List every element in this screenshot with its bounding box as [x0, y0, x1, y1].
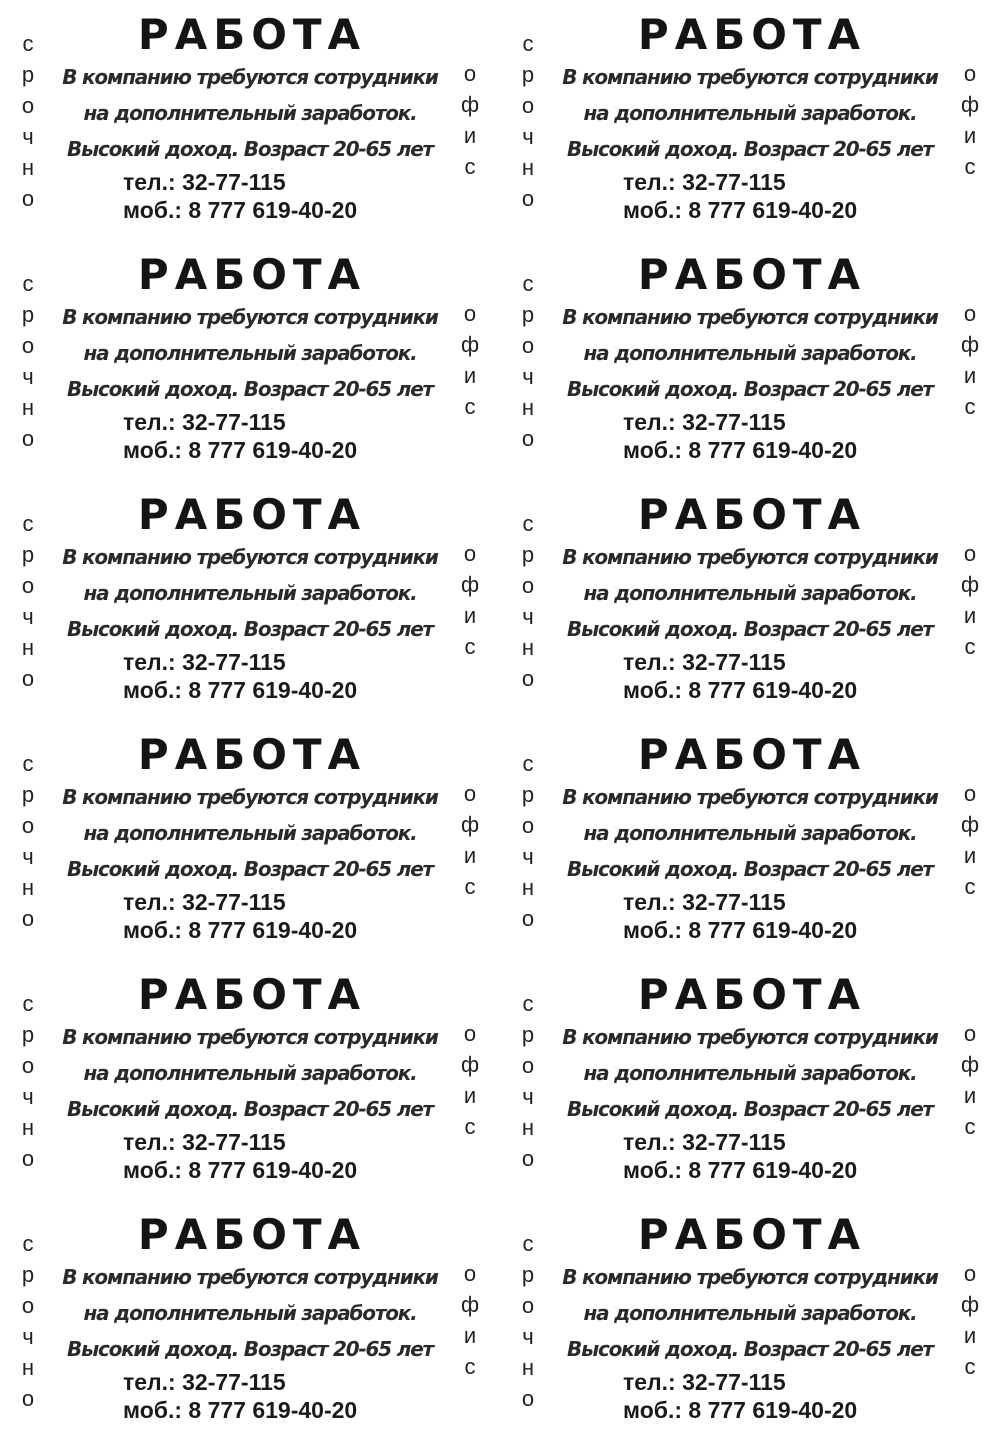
- vertical-letter: р: [521, 782, 535, 807]
- flyer-title: РАБОТА: [137, 1210, 367, 1259]
- vertical-letter: о: [463, 541, 477, 566]
- flyer-line-3: Высокий доход. Возраст 20-65 лет: [67, 1097, 433, 1121]
- vertical-letter: ф: [460, 332, 480, 357]
- vertical-letter: с: [464, 874, 476, 899]
- vertical-letter: н: [21, 1115, 35, 1140]
- vertical-letter: и: [463, 843, 477, 868]
- vertical-word-office: [456, 298, 484, 422]
- vertical-letter: н: [521, 395, 535, 420]
- vertical-letter: о: [521, 573, 535, 598]
- flyer-phone: тел.: 32-77-115: [623, 1129, 786, 1155]
- vertical-letter: с: [964, 1354, 976, 1379]
- vertical-word-office: [956, 778, 984, 902]
- vertical-word-office: [456, 778, 484, 902]
- vertical-letter: р: [21, 542, 35, 567]
- vertical-letter: с: [464, 394, 476, 419]
- flyer-card: [0, 960, 500, 1200]
- vertical-letter: н: [521, 1115, 535, 1140]
- flyer-line-2: на дополнительный заработок.: [583, 101, 917, 125]
- vertical-letter: р: [521, 1022, 535, 1047]
- vertical-word-office: [956, 1258, 984, 1382]
- vertical-letter: ч: [522, 1084, 534, 1109]
- vertical-letter: ф: [960, 1052, 980, 1077]
- vertical-letter: ф: [960, 812, 980, 837]
- flyer-mobile: моб.: 8 777 619-40-20: [123, 197, 358, 223]
- flyer-line-2: на дополнительный заработок.: [83, 101, 417, 125]
- vertical-letter: р: [21, 302, 35, 327]
- vertical-letter: и: [963, 363, 977, 388]
- vertical-letter: р: [21, 782, 35, 807]
- vertical-letter: о: [463, 301, 477, 326]
- vertical-letter: и: [463, 363, 477, 388]
- vertical-letter: о: [963, 781, 977, 806]
- flyer-line-2: на дополнительный заработок.: [83, 821, 417, 845]
- vertical-letter: и: [963, 123, 977, 148]
- vertical-letter: о: [521, 333, 535, 358]
- vertical-letter: с: [22, 31, 34, 56]
- vertical-letter: о: [463, 1021, 477, 1046]
- vertical-letter: о: [521, 1053, 535, 1078]
- vertical-letter: о: [21, 1146, 35, 1171]
- vertical-letter: ф: [960, 572, 980, 597]
- flyer-title: РАБОТА: [137, 730, 367, 779]
- vertical-letter: н: [521, 155, 535, 180]
- flyer-mobile: моб.: 8 777 619-40-20: [623, 677, 858, 703]
- vertical-letter: ч: [22, 364, 34, 389]
- flyer-title: РАБОТА: [137, 10, 367, 59]
- flyer-line-2: на дополнительный заработок.: [583, 581, 917, 605]
- vertical-letter: о: [463, 781, 477, 806]
- flyer-title: РАБОТА: [637, 970, 867, 1019]
- vertical-letter: с: [22, 751, 34, 776]
- vertical-letter: ч: [522, 844, 534, 869]
- vertical-letter: о: [21, 906, 35, 931]
- flyer-line-1: В компанию требуются сотрудники: [62, 785, 438, 809]
- flyer-card: [0, 240, 500, 480]
- vertical-letter: н: [21, 395, 35, 420]
- flyer-card: [500, 240, 1000, 480]
- flyer-phone: тел.: 32-77-115: [123, 649, 286, 675]
- vertical-letter: о: [21, 573, 35, 598]
- vertical-letter: р: [521, 62, 535, 87]
- flyer-phone: тел.: 32-77-115: [623, 1369, 786, 1395]
- flyer-line-1: В компанию требуются сотрудники: [562, 65, 938, 89]
- vertical-letter: с: [964, 874, 976, 899]
- vertical-word-office: [456, 1018, 484, 1142]
- flyer-card: [500, 480, 1000, 720]
- vertical-letter: о: [21, 186, 35, 211]
- vertical-word-office: [956, 538, 984, 662]
- vertical-letter: о: [21, 426, 35, 451]
- flyer-line-1: В компанию требуются сотрудники: [62, 305, 438, 329]
- flyer-title: РАБОТА: [637, 1210, 867, 1259]
- flyer-mobile: моб.: 8 777 619-40-20: [623, 917, 858, 943]
- flyer-phone: тел.: 32-77-115: [623, 169, 786, 195]
- vertical-letter: ч: [22, 1324, 34, 1349]
- flyer-mobile: моб.: 8 777 619-40-20: [623, 1157, 858, 1183]
- flyer-line-3: Высокий доход. Возраст 20-65 лет: [67, 857, 433, 881]
- vertical-letter: и: [463, 123, 477, 148]
- vertical-letter: о: [521, 1146, 535, 1171]
- vertical-letter: н: [521, 875, 535, 900]
- flyer-mobile: моб.: 8 777 619-40-20: [123, 1397, 358, 1423]
- vertical-letter: о: [521, 93, 535, 118]
- vertical-letter: ф: [460, 92, 480, 117]
- vertical-letter: о: [21, 333, 35, 358]
- vertical-letter: о: [463, 1261, 477, 1286]
- flyer-line-1: В компанию требуются сотрудники: [62, 545, 438, 569]
- flyer-card: [500, 960, 1000, 1200]
- flyer-card: [0, 0, 500, 240]
- vertical-letter: ф: [960, 1292, 980, 1317]
- vertical-letter: с: [464, 1114, 476, 1139]
- vertical-letter: с: [22, 511, 34, 536]
- vertical-letter: о: [521, 813, 535, 838]
- flyer-title: РАБОТА: [637, 250, 867, 299]
- flyer-phone: тел.: 32-77-115: [123, 409, 286, 435]
- vertical-letter: и: [963, 1323, 977, 1348]
- flyer-line-1: В компанию требуются сотрудники: [562, 1265, 938, 1289]
- flyer-card: [500, 0, 1000, 240]
- flyer-line-1: В компанию требуются сотрудники: [562, 1025, 938, 1049]
- flyer-line-2: на дополнительный заработок.: [83, 341, 417, 365]
- vertical-letter: р: [521, 302, 535, 327]
- vertical-letter: и: [463, 603, 477, 628]
- vertical-letter: и: [963, 1083, 977, 1108]
- vertical-letter: н: [21, 875, 35, 900]
- flyer-phone: тел.: 32-77-115: [623, 889, 786, 915]
- vertical-letter: о: [21, 93, 35, 118]
- vertical-letter: о: [963, 61, 977, 86]
- vertical-letter: с: [22, 271, 34, 296]
- vertical-letter: о: [963, 1021, 977, 1046]
- vertical-letter: ф: [460, 812, 480, 837]
- flyer-mobile: моб.: 8 777 619-40-20: [623, 437, 858, 463]
- flyer-line-2: на дополнительный заработок.: [83, 1301, 417, 1325]
- vertical-letter: р: [21, 62, 35, 87]
- vertical-letter: ф: [460, 572, 480, 597]
- flyer-line-1: В компанию требуются сотрудники: [62, 1025, 438, 1049]
- vertical-letter: с: [22, 1231, 34, 1256]
- vertical-letter: ч: [22, 844, 34, 869]
- vertical-letter: р: [21, 1262, 35, 1287]
- vertical-letter: о: [21, 1386, 35, 1411]
- flyer-line-1: В компанию требуются сотрудники: [562, 305, 938, 329]
- flyer-title: РАБОТА: [637, 490, 867, 539]
- flyer-line-1: В компанию требуются сотрудники: [62, 65, 438, 89]
- vertical-letter: с: [22, 991, 34, 1016]
- vertical-letter: с: [464, 634, 476, 659]
- vertical-letter: с: [464, 154, 476, 179]
- vertical-word-office: [956, 58, 984, 182]
- vertical-letter: о: [521, 426, 535, 451]
- flyer-card: [500, 1200, 1000, 1440]
- flyer-phone: тел.: 32-77-115: [623, 409, 786, 435]
- flyer-line-3: Высокий доход. Возраст 20-65 лет: [67, 137, 433, 161]
- vertical-word-office: [956, 298, 984, 422]
- vertical-letter: с: [522, 271, 534, 296]
- vertical-letter: ч: [522, 1324, 534, 1349]
- vertical-letter: о: [963, 301, 977, 326]
- flyer-line-2: на дополнительный заработок.: [583, 1061, 917, 1085]
- flyer-card: [0, 1200, 500, 1440]
- vertical-letter: о: [521, 666, 535, 691]
- vertical-word-office: [456, 58, 484, 182]
- flyer-line-1: В компанию требуются сотрудники: [562, 785, 938, 809]
- vertical-letter: с: [964, 634, 976, 659]
- vertical-letter: н: [521, 635, 535, 660]
- vertical-letter: с: [522, 991, 534, 1016]
- vertical-letter: р: [21, 1022, 35, 1047]
- flyer-line-3: Высокий доход. Возраст 20-65 лет: [567, 857, 933, 881]
- vertical-letter: ч: [522, 124, 534, 149]
- flyer-line-3: Высокий доход. Возраст 20-65 лет: [67, 617, 433, 641]
- vertical-letter: с: [522, 751, 534, 776]
- flyer-mobile: моб.: 8 777 619-40-20: [123, 677, 358, 703]
- flyer-line-3: Высокий доход. Возраст 20-65 лет: [567, 377, 933, 401]
- flyer-line-3: Высокий доход. Возраст 20-65 лет: [67, 1337, 433, 1361]
- vertical-letter: ч: [22, 124, 34, 149]
- vertical-letter: н: [21, 1355, 35, 1380]
- vertical-letter: и: [463, 1323, 477, 1348]
- flyer-line-2: на дополнительный заработок.: [583, 1301, 917, 1325]
- vertical-letter: и: [963, 603, 977, 628]
- vertical-letter: ч: [522, 604, 534, 629]
- flyer-card: [0, 720, 500, 960]
- flyer-line-3: Высокий доход. Возраст 20-65 лет: [567, 1097, 933, 1121]
- vertical-letter: о: [21, 666, 35, 691]
- flyer-line-1: В компанию требуются сотрудники: [62, 1265, 438, 1289]
- flyer-title: РАБОТА: [637, 730, 867, 779]
- vertical-letter: и: [963, 843, 977, 868]
- vertical-letter: о: [21, 1053, 35, 1078]
- flyer-title: РАБОТА: [637, 10, 867, 59]
- vertical-letter: с: [964, 154, 976, 179]
- flyer-card: [0, 480, 500, 720]
- flyer-title: РАБОТА: [137, 490, 367, 539]
- flyer-title: РАБОТА: [137, 250, 367, 299]
- flyer-line-3: Высокий доход. Возраст 20-65 лет: [567, 617, 933, 641]
- vertical-letter: о: [963, 541, 977, 566]
- flyer-line-3: Высокий доход. Возраст 20-65 лет: [567, 1337, 933, 1361]
- vertical-letter: ф: [960, 332, 980, 357]
- vertical-letter: о: [963, 1261, 977, 1286]
- flyer-line-2: на дополнительный заработок.: [83, 1061, 417, 1085]
- vertical-letter: ф: [460, 1292, 480, 1317]
- vertical-letter: о: [21, 1293, 35, 1318]
- flyer-mobile: моб.: 8 777 619-40-20: [623, 1397, 858, 1423]
- vertical-letter: ф: [960, 92, 980, 117]
- vertical-letter: н: [21, 635, 35, 660]
- vertical-word-office: [956, 1018, 984, 1142]
- vertical-letter: о: [521, 906, 535, 931]
- flyer-line-2: на дополнительный заработок.: [583, 821, 917, 845]
- flyer-title: РАБОТА: [137, 970, 367, 1019]
- vertical-letter: р: [521, 542, 535, 567]
- flyer-line-3: Высокий доход. Возраст 20-65 лет: [567, 137, 933, 161]
- flyer-phone: тел.: 32-77-115: [123, 889, 286, 915]
- flyer-mobile: моб.: 8 777 619-40-20: [123, 917, 358, 943]
- vertical-letter: о: [521, 1293, 535, 1318]
- vertical-letter: с: [964, 1114, 976, 1139]
- vertical-letter: с: [522, 31, 534, 56]
- vertical-letter: о: [521, 186, 535, 211]
- flyer-mobile: моб.: 8 777 619-40-20: [123, 437, 358, 463]
- flyer-phone: тел.: 32-77-115: [123, 169, 286, 195]
- vertical-word-office: [456, 1258, 484, 1382]
- vertical-letter: с: [522, 1231, 534, 1256]
- vertical-letter: ф: [460, 1052, 480, 1077]
- vertical-letter: о: [21, 813, 35, 838]
- flyer-line-3: Высокий доход. Возраст 20-65 лет: [67, 377, 433, 401]
- vertical-letter: с: [522, 511, 534, 536]
- vertical-letter: ч: [22, 1084, 34, 1109]
- vertical-word-office: [456, 538, 484, 662]
- flyer-mobile: моб.: 8 777 619-40-20: [623, 197, 858, 223]
- vertical-letter: и: [463, 1083, 477, 1108]
- flyer-phone: тел.: 32-77-115: [123, 1129, 286, 1155]
- flyer-line-2: на дополнительный заработок.: [583, 341, 917, 365]
- flyer-card: [500, 720, 1000, 960]
- vertical-letter: ч: [522, 364, 534, 389]
- flyer-mobile: моб.: 8 777 619-40-20: [123, 1157, 358, 1183]
- vertical-letter: р: [521, 1262, 535, 1287]
- vertical-letter: ч: [22, 604, 34, 629]
- vertical-letter: о: [521, 1386, 535, 1411]
- flyer-phone: тел.: 32-77-115: [623, 649, 786, 675]
- vertical-letter: н: [521, 1355, 535, 1380]
- flyer-phone: тел.: 32-77-115: [123, 1369, 286, 1395]
- vertical-letter: о: [463, 61, 477, 86]
- flyer-line-2: на дополнительный заработок.: [83, 581, 417, 605]
- vertical-letter: с: [964, 394, 976, 419]
- flyer-line-1: В компанию требуются сотрудники: [562, 545, 938, 569]
- vertical-letter: н: [21, 155, 35, 180]
- vertical-letter: с: [464, 1354, 476, 1379]
